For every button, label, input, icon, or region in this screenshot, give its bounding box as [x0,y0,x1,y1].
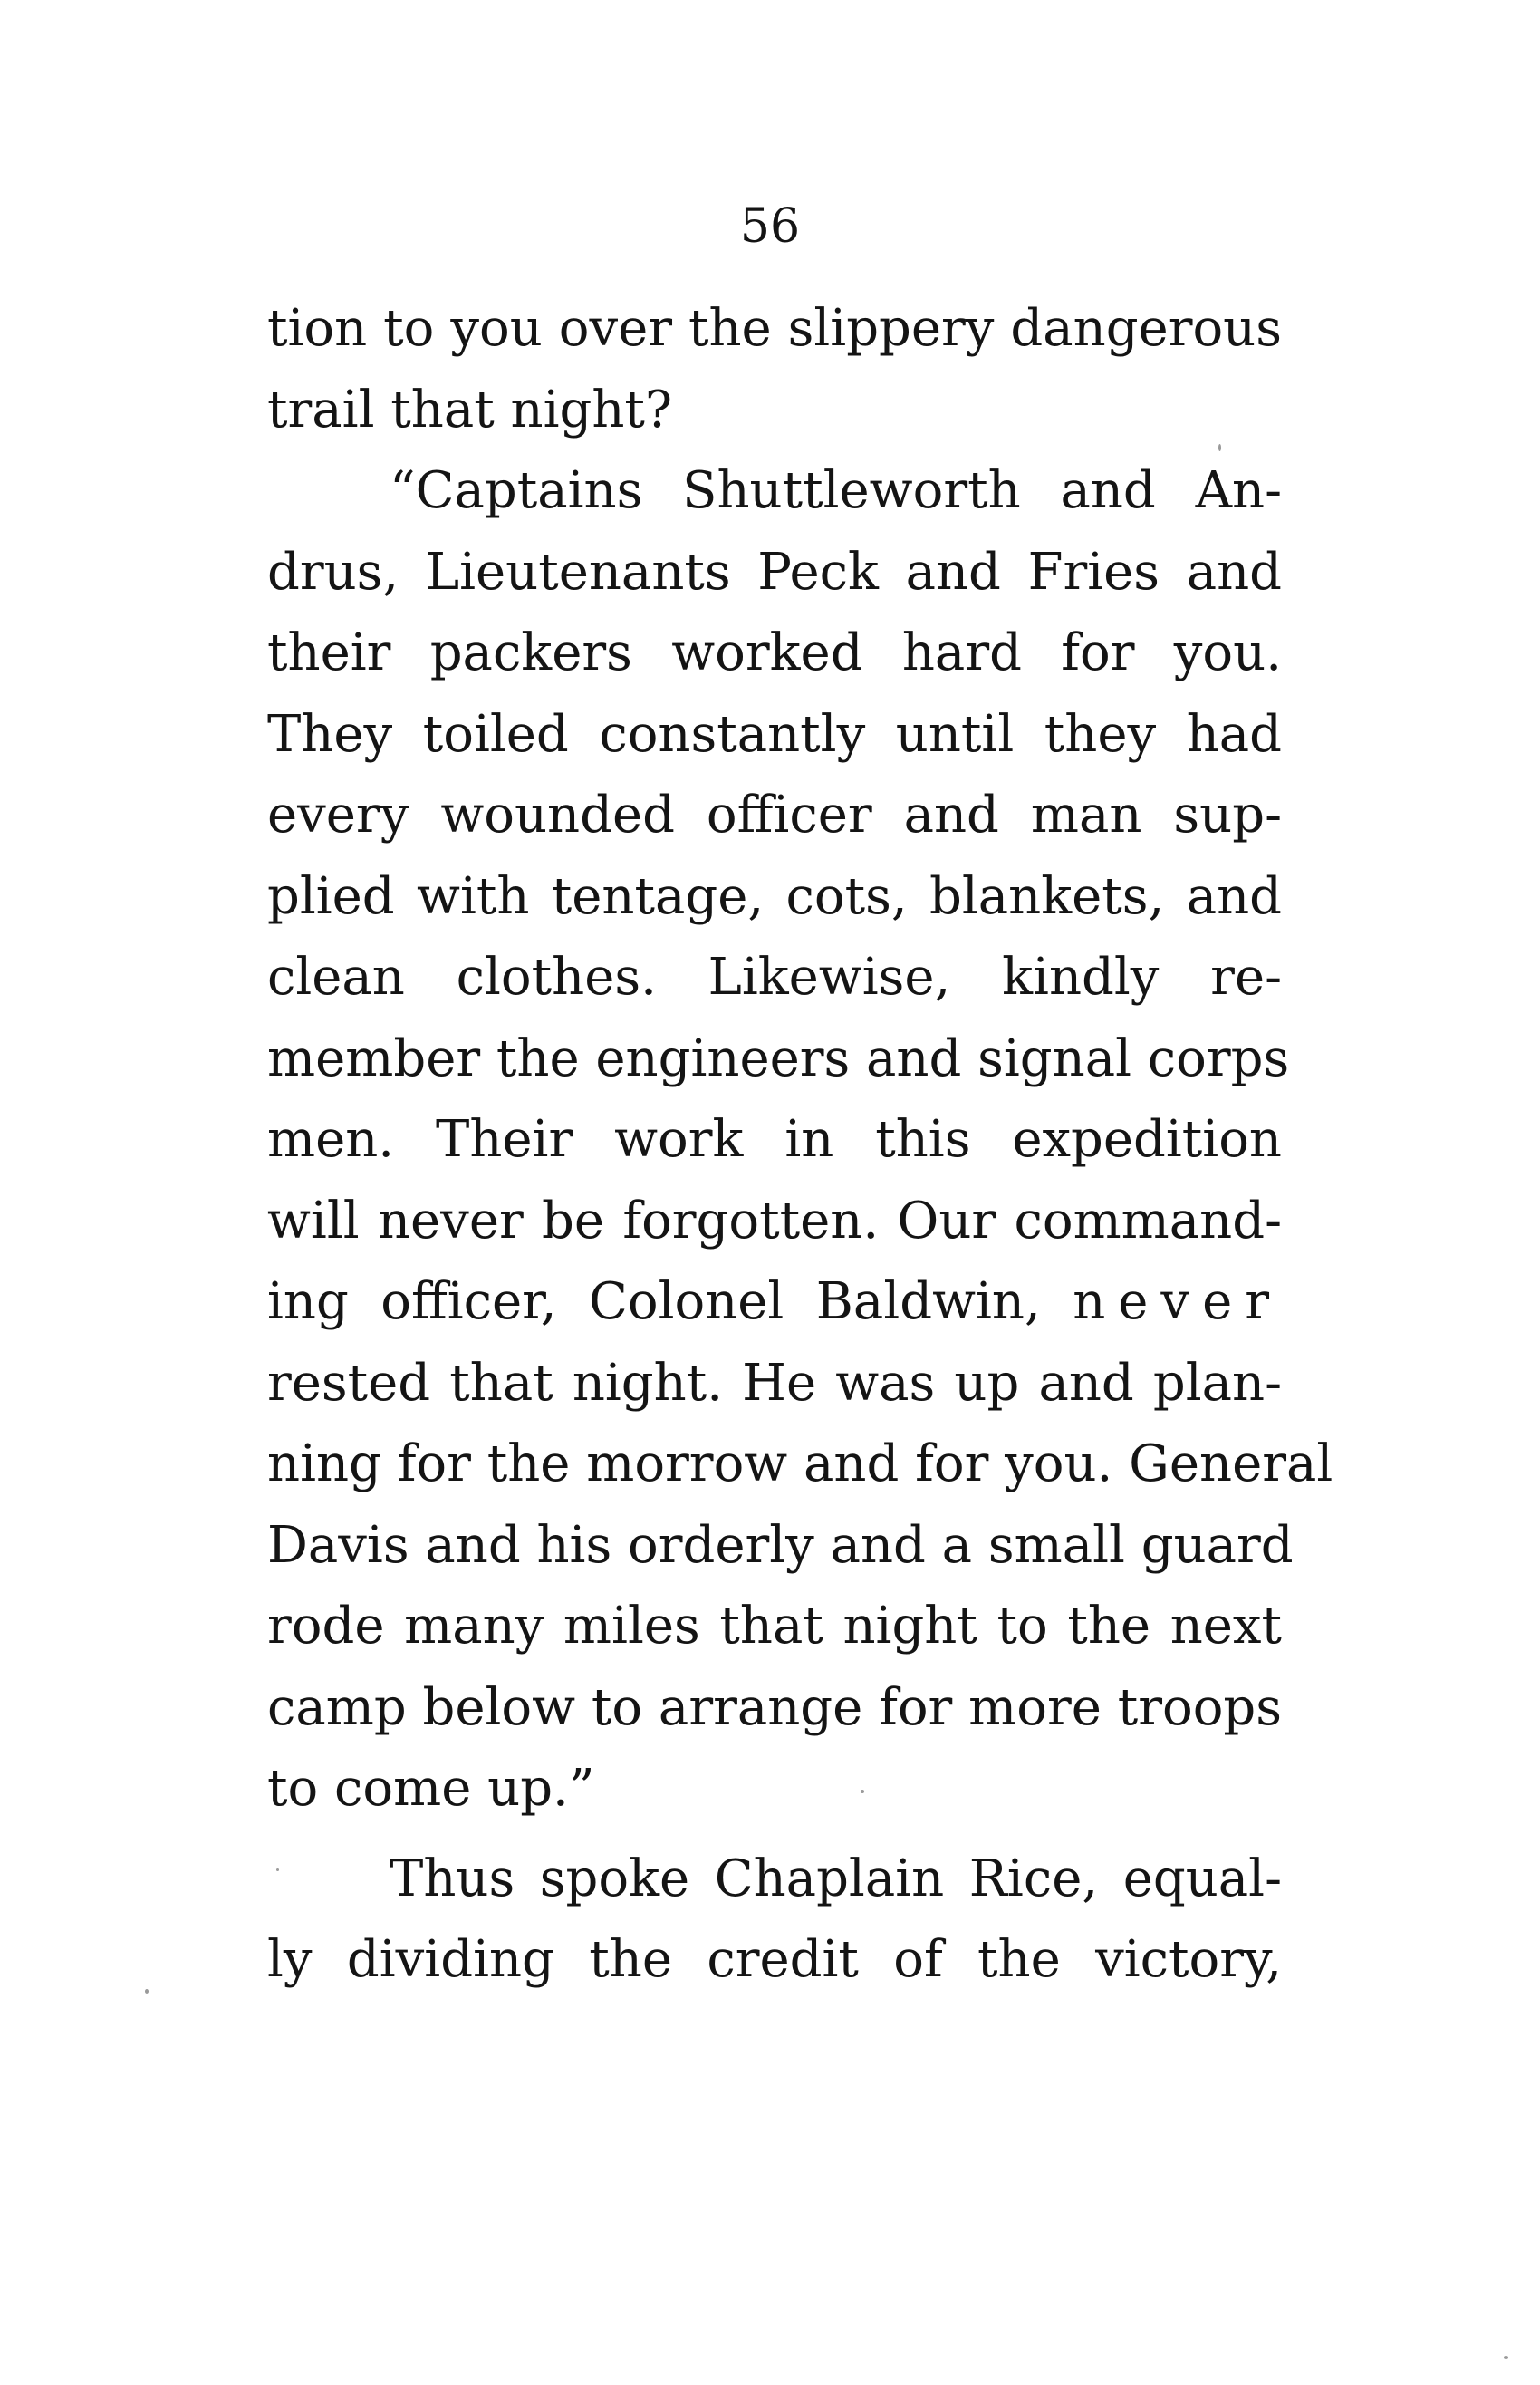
text-line: ning for the morrow and for you. General [267,1434,1333,1493]
text-line: member the engineers and signal corps [267,1028,1290,1088]
text-line: every wounded officer and man sup- [267,786,1282,845]
text-line: men. Their work in this expedition [267,1110,1282,1169]
page-number: 56 [739,199,801,254]
text-line: “Captains Shuttleworth and An- [390,461,1282,520]
text-line: Thus spoke Chaplain Rice, equal- [390,1849,1282,1908]
text-line: camp below to arrange for more troops [267,1677,1282,1737]
text-line: Davis and his orderly and a small guard [267,1515,1294,1575]
scan-speck [276,1868,279,1871]
text-line: tion to you over the slippery dangerous [267,299,1282,358]
paragraph-2 [267,450,1333,1830]
text-line: will never be forgotten. Our command- [267,1191,1282,1250]
text-line: plied with tentage, cots, blankets, and [267,866,1282,926]
paragraph-1 [267,288,1282,450]
text-line [267,1261,1282,1343]
scan-speck [861,1790,864,1793]
text-line: their packers worked hard for you. [267,623,1282,682]
text-line: trail that night? [267,380,672,439]
scan-speck [1218,444,1221,451]
spaced-emphasis-word: never [1073,1272,1282,1331]
text-line-part: ing officer, Colonel Baldwin, [267,1272,1041,1331]
text-line: to come up.” [267,1759,595,1818]
scan-speck [145,1989,149,1994]
text-line: They toiled constantly until they had [267,704,1282,764]
text-line: ly dividing the credit of the victory, [267,1930,1282,1989]
text-line: rode many miles that night to the next [267,1597,1282,1656]
text-line: rested that night. He was up and plan- [267,1353,1282,1413]
text-line: clean clothes. Likewise, kindly re- [267,948,1282,1007]
page-body-text [267,288,1333,2001]
paragraph-3 [267,1839,1282,2001]
text-line: drus, Lieutenants Peck and Fries and [267,542,1282,602]
scan-speck [1504,2356,1508,2359]
